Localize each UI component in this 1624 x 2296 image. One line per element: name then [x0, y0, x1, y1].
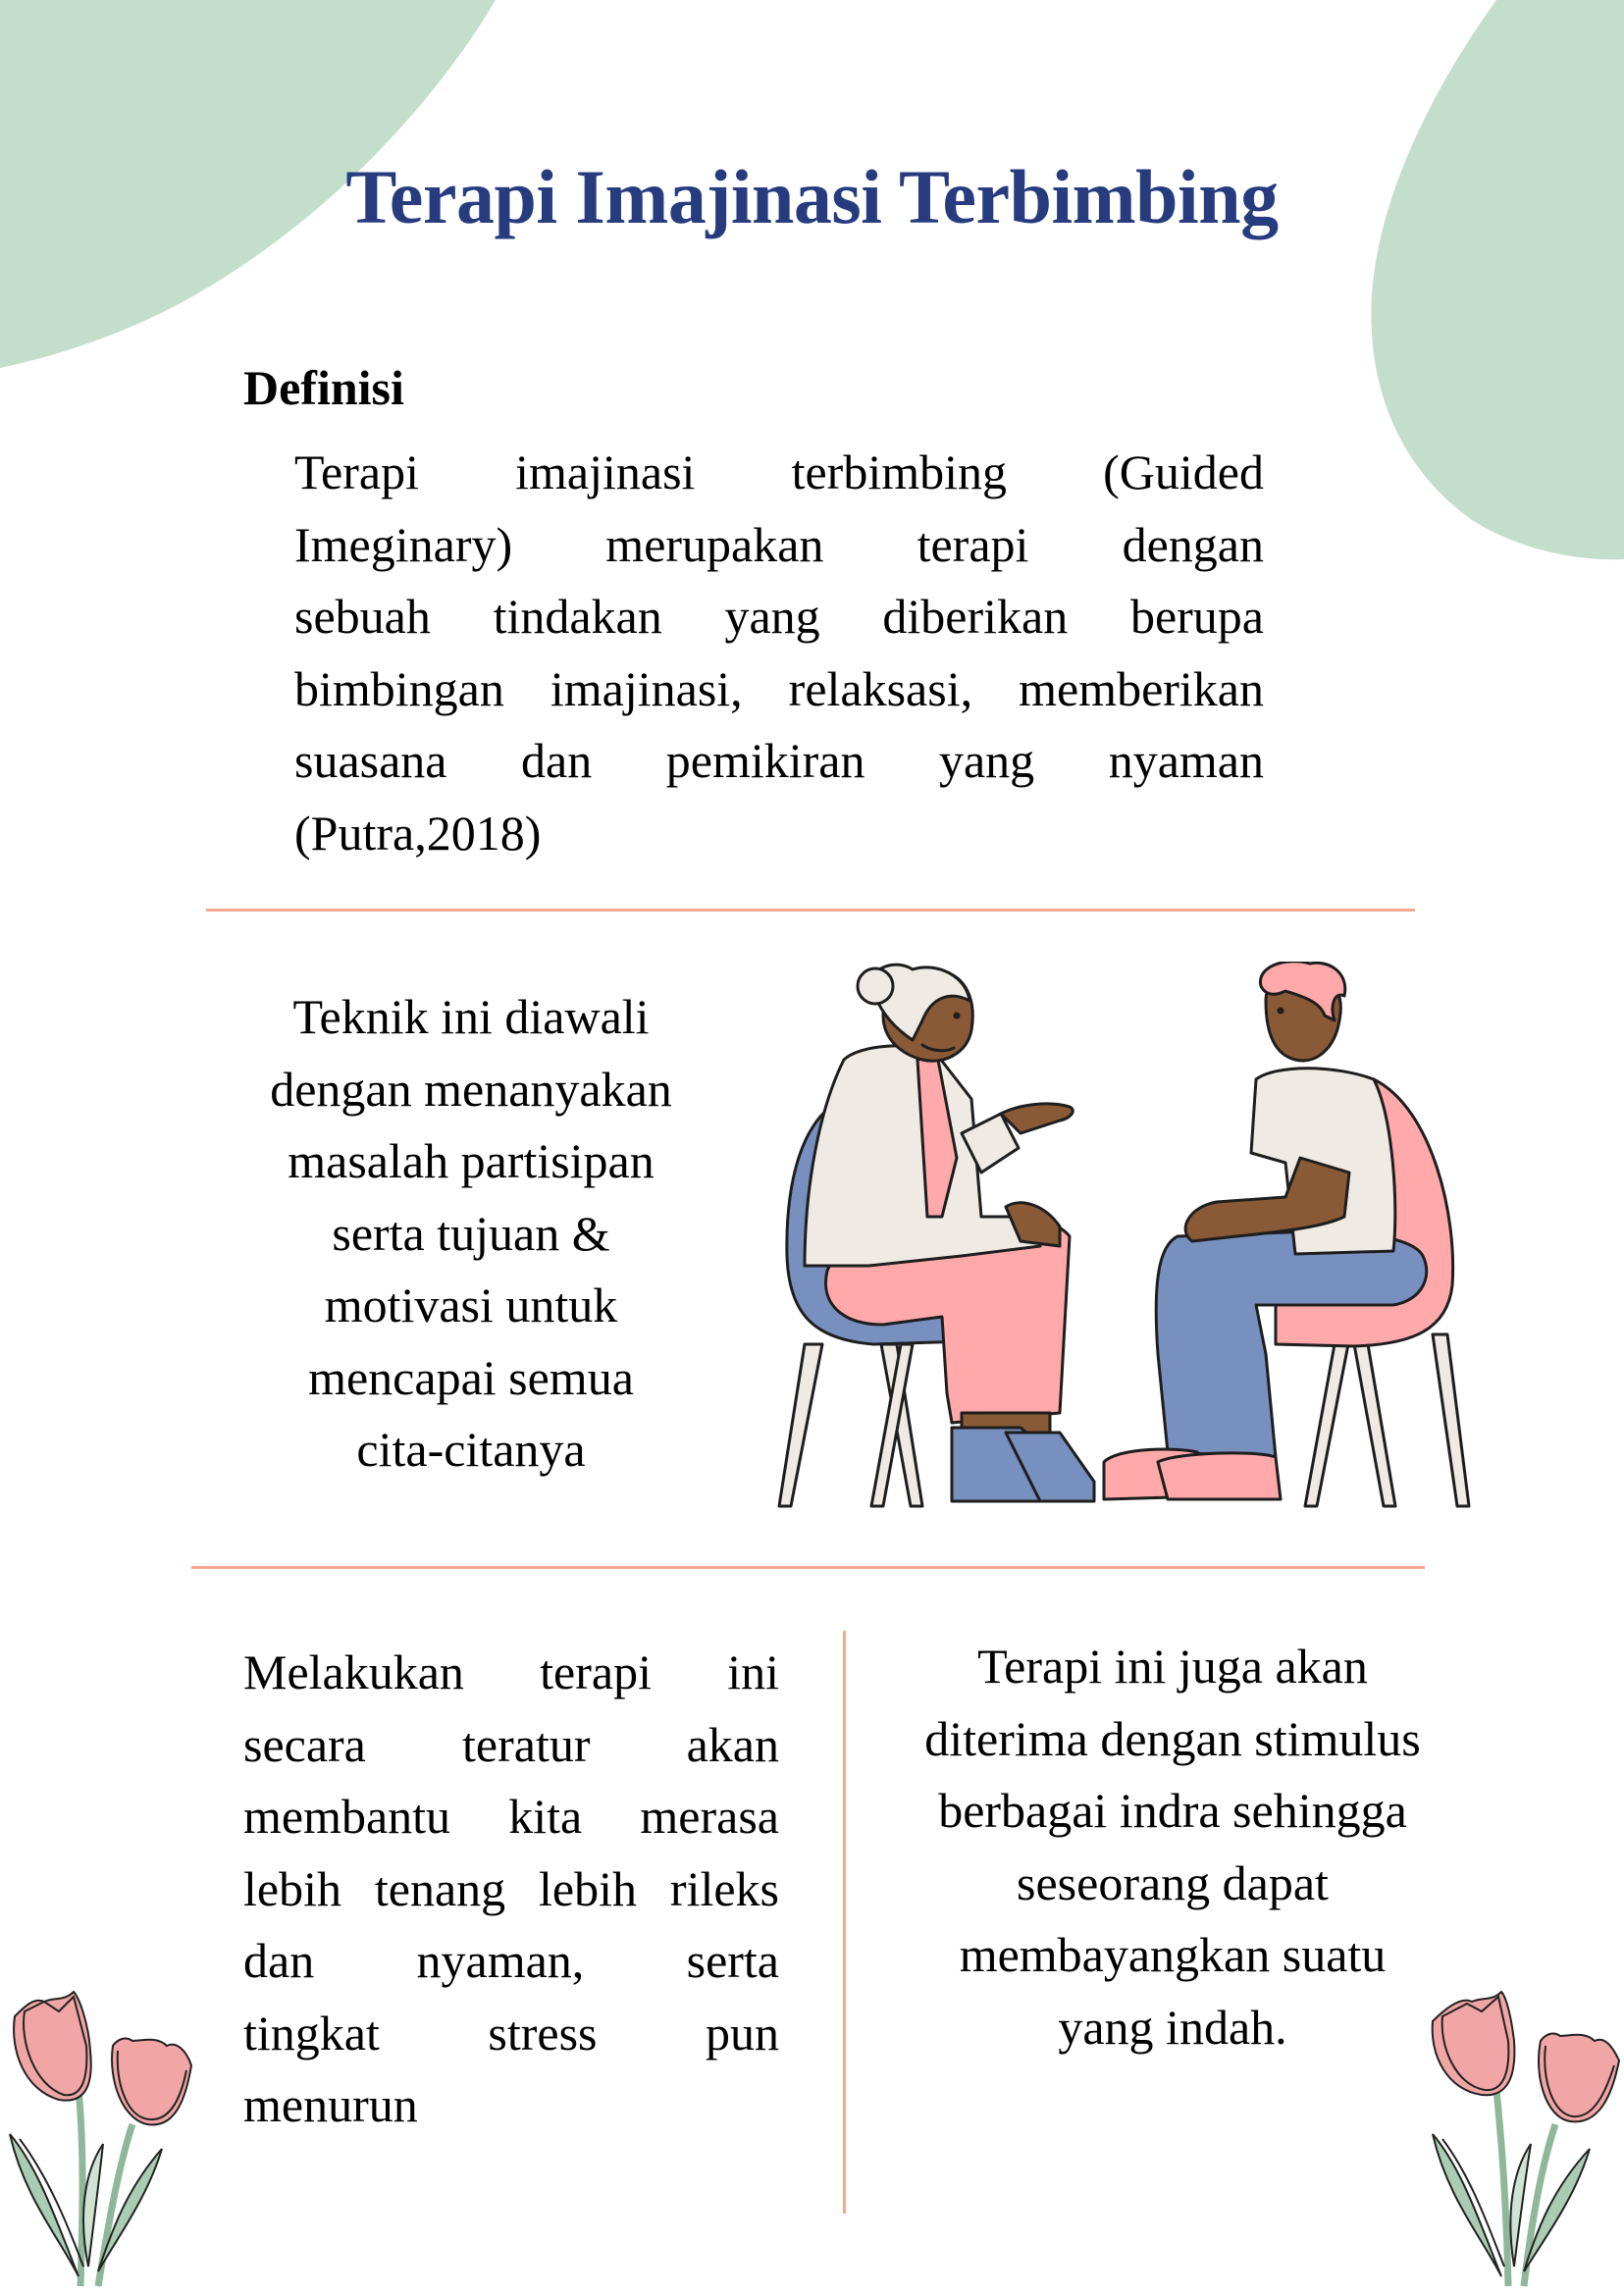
definition-heading: Definisi: [243, 360, 404, 415]
benefits-left-line: secara teratur akan: [243, 1716, 779, 1772]
man-chair-legs-icon: [1305, 1334, 1469, 1506]
definition-line: suasana dan pemikiran yang nyaman: [294, 733, 1264, 788]
benefits-right-line: diterima dengan stimulus: [924, 1710, 1421, 1766]
benefits-right-line: Terapi ini juga akan: [977, 1639, 1368, 1694]
benefits-left-line: dan nyaman, serta: [243, 1933, 779, 1988]
page-title: Terapi Imajinasi Terbimbing: [345, 154, 1279, 239]
technique-paragraph: [226, 981, 716, 1487]
benefits-left-line: tingkat stress pun: [243, 2005, 779, 2061]
technique-line: dengan menanyakan: [270, 1061, 672, 1117]
benefits-right-line: berbagai indra sehingga: [938, 1783, 1407, 1838]
definition-line: sebuah tindakan yang diberikan berupa: [294, 589, 1264, 644]
benefits-left-line: Melakukan terapi ini: [243, 1644, 779, 1699]
benefits-left-line: menurun: [243, 2077, 418, 2132]
definition-paragraph: [294, 437, 1264, 869]
counseling-illustration: [765, 962, 1472, 1511]
definition-line: (Putra,2018): [294, 805, 542, 861]
technique-line: motivasi untuk: [324, 1278, 618, 1332]
column-divider: [843, 1631, 846, 2214]
technique-line: cita-citanya: [356, 1422, 586, 1477]
left-tulip-icon: [0, 1972, 206, 2296]
definition-line: Terapi imajinasi terbimbing (Guided: [294, 444, 1264, 499]
top-right-green-blob: [1364, 0, 1624, 564]
section-divider-1: [206, 909, 1415, 912]
technique-line: masalah partisipan: [288, 1133, 655, 1188]
benefits-left-line: lebih tenang lebih rileks: [243, 1860, 779, 1916]
definition-line: bimbingan imajinasi, relaksasi, memberikan: [294, 660, 1264, 716]
section-divider-2: [191, 1566, 1425, 1569]
benefits-right-line: seseorang dapat: [1017, 1854, 1329, 1910]
definition-line: Imeginary) merupakan terapi dengan: [294, 516, 1264, 572]
benefits-right-paragraph: [883, 1631, 1462, 2063]
benefits-left-paragraph: [243, 1637, 779, 2142]
benefits-right-line: membayangkan suatu: [959, 1927, 1387, 1982]
benefits-left-line: membantu kita merasa: [243, 1789, 779, 1844]
technique-line: serta tujuan &: [332, 1205, 610, 1261]
benefits-right-line: yang indah.: [1058, 1999, 1287, 2055]
woman-chair-legs-icon: [779, 1344, 922, 1506]
technique-line: Teknik ini diawali: [292, 989, 650, 1044]
right-tulip-icon: [1418, 1972, 1624, 2296]
technique-line: mencapai semua: [308, 1349, 634, 1405]
